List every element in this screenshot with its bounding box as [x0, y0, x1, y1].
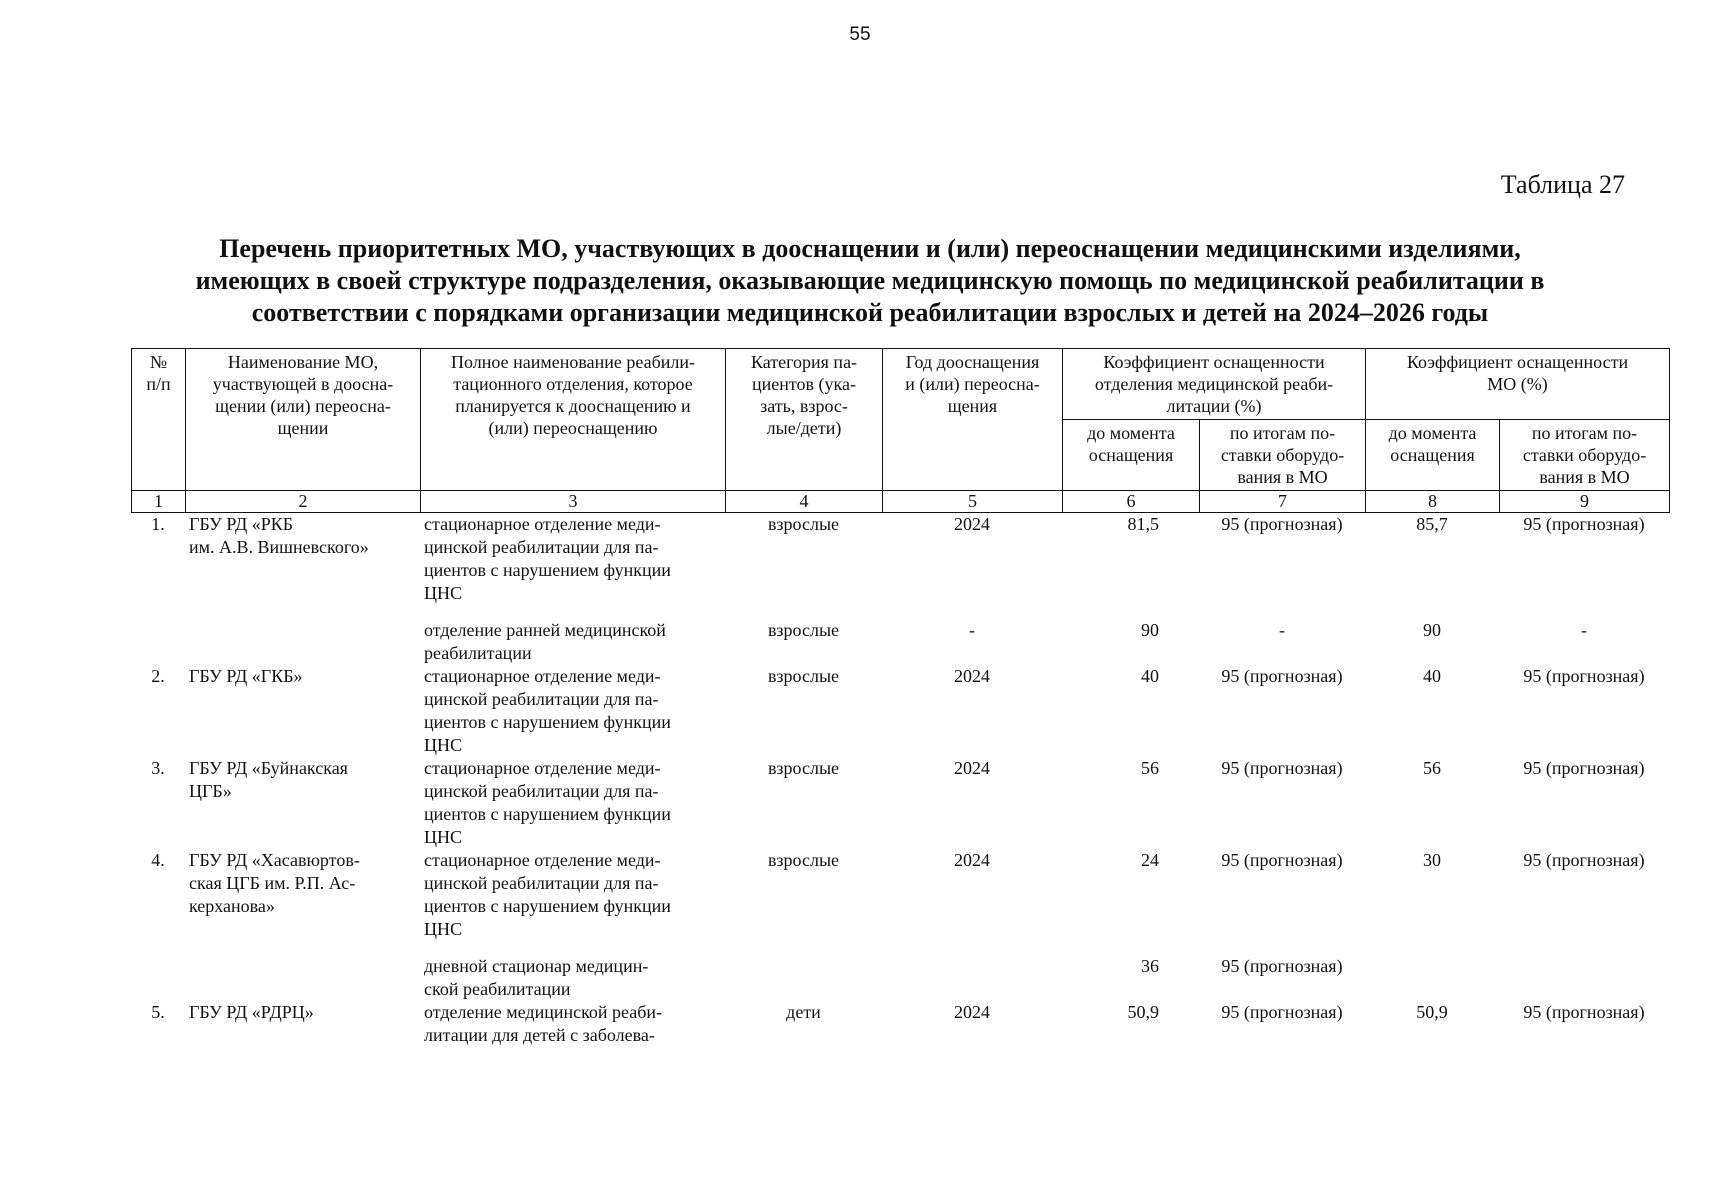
mo-name-cell: ГБУ РД «ГКБ»: [189, 666, 303, 686]
mo-coef-before-cell: 56: [1423, 758, 1441, 778]
col-header-category: Категория па- циентов (ука- зать, взрос- лые/дети): [726, 349, 883, 491]
col-header-year: Год дооснащения и (или) переосна- щения: [883, 349, 1063, 491]
mo-name-cell: [185, 605, 420, 665]
department-cell: отделение ранней медицинской реабилитации: [424, 620, 666, 663]
col-header-dept-coefficient: Коэффициент оснащенности отделения медицинской реаби- литации (%): [1063, 349, 1366, 420]
mo-coef-before-cell: 30: [1423, 850, 1441, 870]
mo-coef-after-cell: 95 (прогнозная): [1523, 666, 1645, 686]
category-cell: взрослые: [767, 666, 840, 686]
dept-coef-after-cell: 95 (прогнозная): [1221, 850, 1343, 870]
mo-name-cell: ГБУ РД «Буйнакская ЦГБ»: [189, 758, 348, 801]
dept-coef-before-cell: 56: [1141, 758, 1159, 778]
department-cell: стационарное отделение меди- цинской реабилитации для па- циентов с нарушением функции ЦНС: [424, 514, 671, 603]
row-number: [131, 605, 185, 665]
col-number-label: 9: [1500, 491, 1670, 513]
table-row: [131, 1001, 1669, 1047]
table-row: [131, 849, 1669, 941]
title-line: Перечень приоритетных МО, участвующих в дооснащении и (или) переоснащении медицинскими изделиями,: [219, 234, 1521, 263]
col-header-mo-coefficient: Коэффициент оснащенности МО (%): [1366, 349, 1670, 420]
col-header-number: № п/п: [132, 349, 186, 491]
dept-coef-before-cell: 40: [1141, 666, 1159, 686]
category-cell: взрослые: [767, 620, 840, 640]
table-caption: Таблица 27: [1500, 170, 1625, 199]
mo-name-cell: ГБУ РД «РКБ им. А.В. Вишневского»: [189, 514, 369, 557]
mo-coef-before-cell: 85,7: [1416, 514, 1448, 534]
department-cell: стационарное отделение меди- цинской реабилитации для па- циентов с нарушением функции ЦНС: [424, 758, 671, 847]
mo-name-cell: [185, 941, 420, 1001]
dept-coef-before-cell: 81,5: [1127, 514, 1159, 534]
dept-coef-after-cell: -: [1279, 620, 1285, 640]
row-number: [131, 941, 185, 1001]
dept-coef-before-cell: 50,9: [1127, 1002, 1159, 1022]
mo-coef-before-cell: [1365, 941, 1499, 1001]
dept-coef-after-cell: 95 (прогнозная): [1221, 758, 1343, 778]
mo-coef-after-cell: -: [1581, 620, 1587, 640]
dept-coef-before-cell: 36: [1141, 956, 1159, 976]
col-number-label: 7: [1200, 491, 1366, 513]
mo-coef-after-cell: [1499, 941, 1669, 1001]
mo-coef-after-cell: 95 (прогнозная): [1523, 758, 1645, 778]
department-cell: дневной стационар медицин- ской реабилитации: [424, 956, 649, 999]
data-table: [131, 513, 1669, 1047]
row-number: 3.: [151, 758, 165, 778]
row-number: 1.: [151, 514, 165, 534]
mo-coef-after-cell: 95 (прогнозная): [1523, 1002, 1645, 1022]
table-row: [131, 757, 1669, 849]
category-cell: [725, 941, 882, 1001]
dept-coef-after-cell: 95 (прогнозная): [1221, 514, 1343, 534]
department-cell: стационарное отделение меди- цинской реабилитации для па- циентов с нарушением функции ЦНС: [424, 850, 671, 939]
col-number-label: 4: [726, 491, 883, 513]
mo-coef-after-cell: 95 (прогнозная): [1523, 850, 1645, 870]
dept-coef-before-cell: 90: [1141, 620, 1159, 640]
mo-name-cell: ГБУ РД «РДРЦ»: [189, 1002, 314, 1022]
year-cell: 2024: [954, 758, 990, 778]
document-title: [120, 233, 1620, 329]
dept-coef-after-cell: 95 (прогнозная): [1221, 956, 1343, 976]
col-header-mo-after: по итогам по- ставки оборудо- вания в МО: [1500, 420, 1670, 491]
col-header-dept-after: по итогам по- ставки оборудо- вания в МО: [1200, 420, 1366, 491]
mo-name-cell: ГБУ РД «Хасавюртов- ская ЦГБ им. Р.П. Ас- керханова»: [189, 850, 360, 916]
col-number-label: 8: [1366, 491, 1500, 513]
category-cell: взрослые: [767, 514, 840, 534]
col-number-label: 2: [186, 491, 421, 513]
table-header: [131, 348, 1670, 513]
mo-coef-before-cell: 90: [1423, 620, 1441, 640]
col-number-label: 3: [421, 491, 726, 513]
table-row: [131, 665, 1669, 757]
table-row: [131, 513, 1669, 605]
col-header-dept-before: до момента оснащения: [1063, 420, 1200, 491]
row-number: 4.: [151, 850, 165, 870]
year-cell: 2024: [954, 666, 990, 686]
dept-coef-after-cell: 95 (прогнозная): [1221, 666, 1343, 686]
row-number: 2.: [151, 666, 165, 686]
table-row: [131, 941, 1669, 1001]
year-cell: -: [969, 620, 975, 640]
year-cell: [882, 941, 1062, 1001]
row-number: 5.: [151, 1002, 165, 1022]
col-number-label: 6: [1063, 491, 1200, 513]
title-line: соответствии с порядками организации медицинской реабилитации взрослых и детей на 2024–2026 годы: [251, 298, 1489, 327]
dept-coef-before-cell: 24: [1141, 850, 1159, 870]
department-cell: отделение медицинской реаби- литации для детей с заболева-: [424, 1002, 663, 1045]
category-cell: дети: [786, 1002, 821, 1022]
year-cell: 2024: [954, 514, 990, 534]
category-cell: взрослые: [767, 850, 840, 870]
dept-coef-after-cell: 95 (прогнозная): [1221, 1002, 1343, 1022]
page-number: 55: [849, 24, 871, 45]
col-number-label: 5: [883, 491, 1063, 513]
year-cell: 2024: [954, 850, 990, 870]
title-line: имеющих в своей структуре подразделения, оказывающие медицинскую помощь по медицинской реабилитации в: [195, 266, 1545, 295]
mo-coef-before-cell: 50,9: [1416, 1002, 1448, 1022]
year-cell: 2024: [954, 1002, 990, 1022]
col-number-label: 1: [132, 491, 186, 513]
col-header-mo-before: до момента оснащения: [1366, 420, 1500, 491]
table-row: [131, 605, 1669, 665]
mo-coef-before-cell: 40: [1423, 666, 1441, 686]
category-cell: взрослые: [767, 758, 840, 778]
mo-coef-after-cell: 95 (прогнозная): [1523, 514, 1645, 534]
department-cell: стационарное отделение меди- цинской реабилитации для па- циентов с нарушением функции ЦНС: [424, 666, 671, 755]
col-header-mo-name: Наименование МО, участвующей в доосна- щении (или) переосна- щении: [186, 349, 421, 491]
col-header-department: Полное наименование реабили- тационного отделения, которое планируется к дооснащению и (или) переоснащению: [421, 349, 726, 491]
